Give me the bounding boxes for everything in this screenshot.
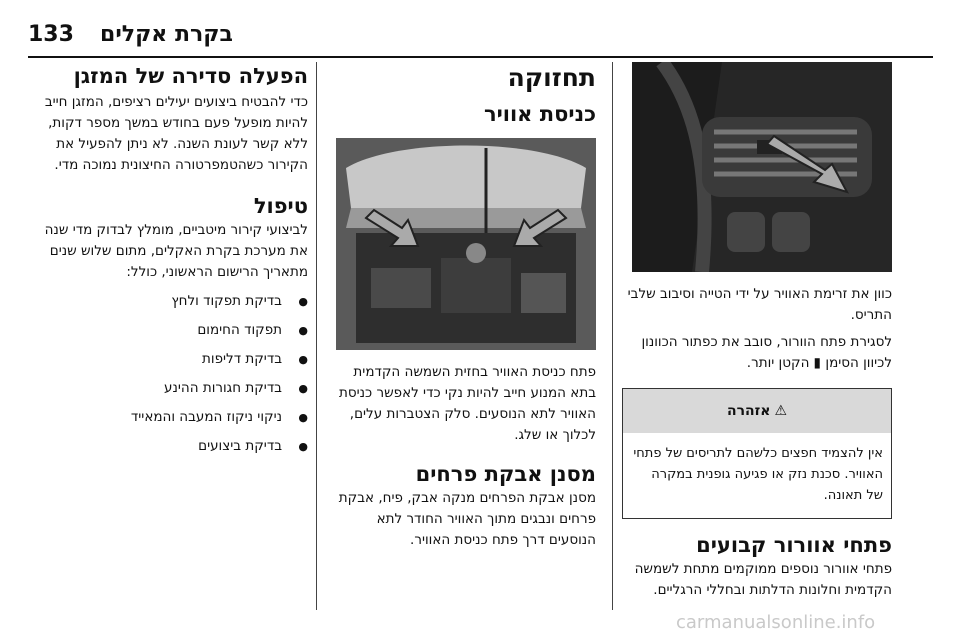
air-vent-photo xyxy=(632,62,892,272)
left-column xyxy=(28,62,308,461)
list-item: ● תפקוד החימום xyxy=(28,316,308,345)
warning-icon: ⚠ xyxy=(774,403,788,419)
fixed-vents-text: פתחי אוורור נוספים ממוקמים מתחת לשמשה הקדמית וחלונות הדלתות ובחללי הרגליים. xyxy=(634,561,892,598)
pollen-filter-heading: מסנן אבקת פרחים xyxy=(415,462,596,486)
chapter-title: בקרת אקלים xyxy=(100,22,233,47)
fixed-vents-heading: פתחי אוורור קבועים xyxy=(696,533,892,557)
regular-operation-heading: הפעלה סדירה של המזגן xyxy=(73,64,308,88)
middle-column xyxy=(328,62,596,551)
list-item: ● בדיקת תפקוד ולחץ xyxy=(28,287,308,316)
list-item: ● בדיקת ביצועים xyxy=(28,432,308,461)
maintenance-heading: תחזוקה xyxy=(507,63,596,92)
pollen-filter-text: מסנן אבקת הפרחים מנקה אבק, פיח, אבקת פרחים ונבגים מתוך האוויר החודר לתא הנוסעים דרך פתח כניסת האוויר. xyxy=(338,490,596,548)
air-intake-text: פתח כניסת האוויר בחזית השמשה הקדמית בתא המנוע חייב להיות נקי כדי לאפשר כניסת האוויר לתא הנוסעים. סלק הצטברות עלים, לכלוך או שלג. xyxy=(338,364,596,443)
warning-text: אין להצמיד חפצים כלשהם לתריסים של פתחי האוויר. סכנת נזק או פגיעה גופנית במקרה של תאונה. xyxy=(633,446,883,503)
list-item: ● ניקוי ניקוז המעבה והמאייד xyxy=(28,403,308,432)
vent-close-text: לסגירת פתח הוורור, סובב את כפתור הכוונון לכיוון הסימן ▮ הקטן יותר. xyxy=(641,334,892,371)
service-check-list xyxy=(28,287,308,461)
regular-operation-text: כדי להבטיח ביצועים יעילים רציפים, המזגן חייב להיות מופעל פעם בחודש במשך מספר דקות, ללא קשר לעונת השנה. לא ניתן להפעיל את הקירור כשהטמפרטורה החיצונית נמוכה מדי. xyxy=(44,94,308,173)
warning-box xyxy=(622,388,892,519)
header-rule xyxy=(28,56,933,58)
page-header xyxy=(0,0,960,56)
column-divider-left xyxy=(316,62,317,610)
column-divider-right xyxy=(612,62,613,610)
service-heading: טיפול xyxy=(253,194,308,218)
watermark: carmanualsonline.info xyxy=(676,612,876,633)
engine-bay-photo xyxy=(336,138,596,350)
list-item: ● בדיקת דליפות xyxy=(28,345,308,374)
warning-header xyxy=(623,389,891,433)
warning-title: אזהרה xyxy=(726,403,771,419)
list-item: ● בדיקת חגורות ההינע xyxy=(28,374,308,403)
right-column xyxy=(622,62,892,601)
air-intake-heading: כניסת אוויר xyxy=(483,102,596,126)
vent-adjust-text: כוון את זרימת האוויר על ידי הטייה וסיבוב שלבי התריס. xyxy=(627,286,892,323)
service-text: לביצועי קירור מיטביים, מומלץ לבדוק מדי שנה את מערכת בקרת האקלים, מתום שלוש שנים מתאריך הרישום הראשוני, כולל: xyxy=(44,222,308,280)
page-number: 133 xyxy=(28,22,74,47)
